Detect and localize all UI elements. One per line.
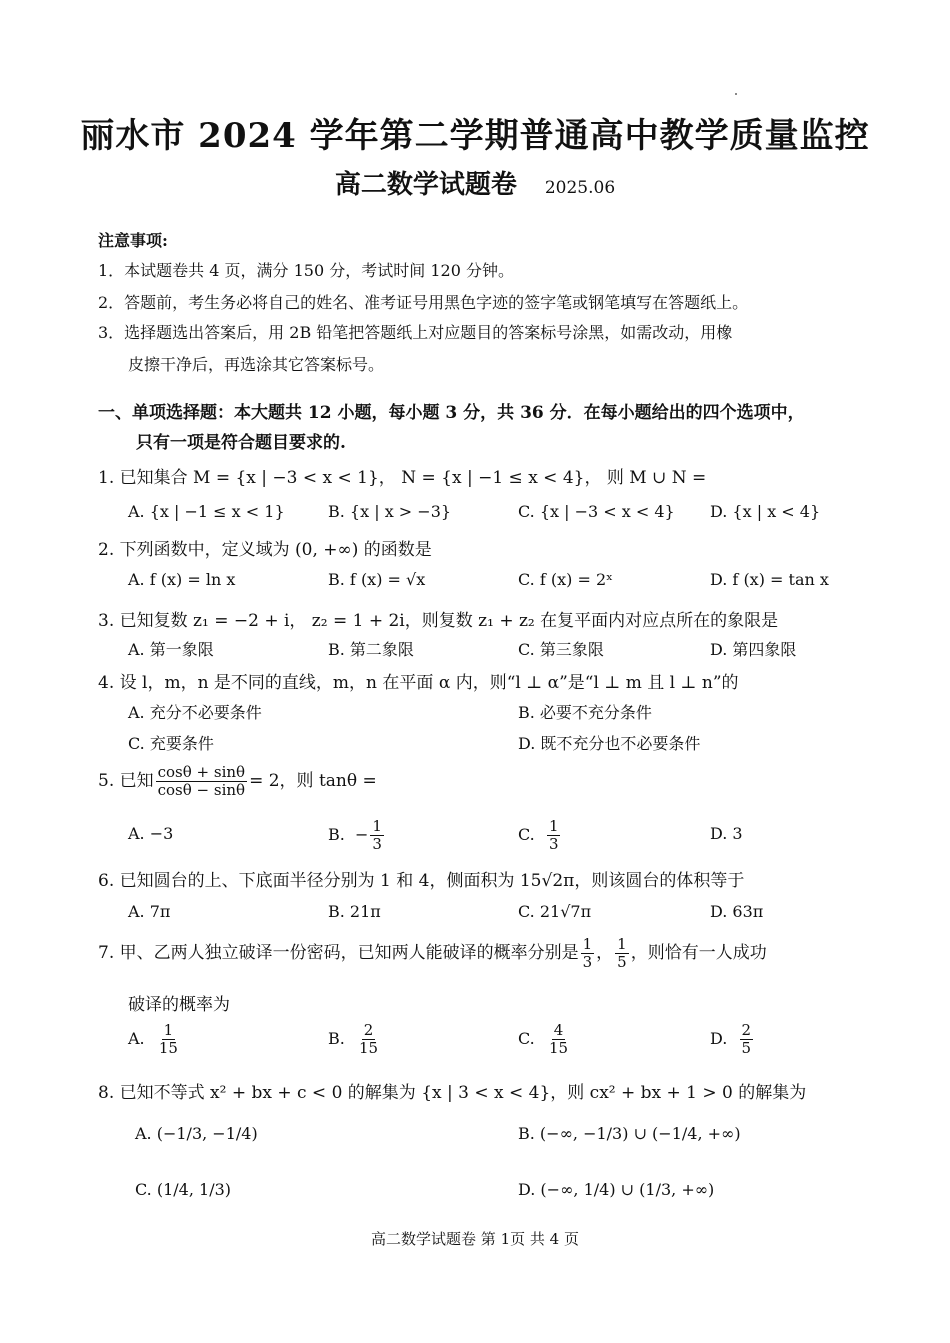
option-d <box>710 1022 755 1057</box>
numerator: 1 <box>582 935 593 953</box>
option-a: A. 第一象限 <box>128 640 214 659</box>
option-b: B. {x | x > −3} <box>328 502 452 521</box>
option-b: B. 必要不充分条件 <box>518 703 652 722</box>
option-b: B. (−∞, −1/3) ∪ (−1/4, +∞) <box>518 1124 741 1143</box>
q7-p2 <box>615 936 629 971</box>
option-c <box>518 818 562 853</box>
question-5 <box>98 764 858 799</box>
denominator: 15 <box>359 1039 379 1057</box>
option-d: D. {x | x < 4} <box>710 502 821 521</box>
numerator: 4 <box>553 1021 564 1039</box>
option-label: D. <box>710 1029 728 1048</box>
numerator: 1 <box>548 817 559 835</box>
note-item: 1．本试题卷共 4 页，满分 150 分，考试时间 120 分钟。 <box>98 261 514 280</box>
numerator: 1 <box>617 935 627 953</box>
option-b: B. 21π <box>328 902 381 921</box>
option-label: A. <box>128 1029 145 1048</box>
option-d: D. (−∞, 1/4) ∪ (1/3, +∞) <box>518 1180 715 1199</box>
option-d: D. 第四象限 <box>710 640 797 659</box>
q5-numerator: cosθ + sinθ <box>157 763 246 781</box>
section-heading: 一、单项选择题：本大题共 12 小题，每小题 3 分，共 36 分．在每小题给出的四个选项中， <box>98 403 805 423</box>
option-c-fraction <box>547 818 561 853</box>
option-fraction <box>357 1022 380 1057</box>
option-label: C. <box>518 1029 535 1048</box>
option-c <box>518 1022 572 1057</box>
numerator: 2 <box>741 1021 752 1039</box>
numerator: 1 <box>372 817 382 835</box>
note-item: 3．选择题选出答案后，用 2B 铅笔把答题纸上对应题目的答案标号涂黑，如需改动，用橡 <box>98 323 733 342</box>
denominator: 3 <box>582 953 593 971</box>
option-a: A. −3 <box>128 824 174 843</box>
question-6: 6. 已知圆台的上、下底面半径分别为 1 和 4，侧面积为 15√2π，则该圆台的体积等于 <box>98 871 745 891</box>
option-d: D. 既不充分也不必要条件 <box>518 734 701 753</box>
exam-title: 丽水市 2024 学年第二学期普通高中教学质量监控 <box>80 116 870 156</box>
option-c: C. f (x) = 2ˣ <box>518 570 613 589</box>
option-b: B. f (x) = √x <box>328 570 426 589</box>
denominator: 3 <box>548 835 559 853</box>
subtitle-text: 高二数学试题卷 <box>334 170 517 200</box>
option-label: B. <box>328 1029 345 1048</box>
option-b <box>328 1022 382 1057</box>
question-2: 2. 下列函数中，定义域为 (0, +∞) 的函数是 <box>98 540 432 560</box>
denominator: 5 <box>741 1039 752 1057</box>
note-item: 2．答题前，考生务必将自己的姓名、准考证号用黑色字迹的签字笔或钢笔填写在答题纸上。 <box>98 293 749 312</box>
denominator: 5 <box>617 953 627 971</box>
option-d: D. 63π <box>710 902 764 921</box>
question-7-line2: 破译的概率为 <box>128 995 230 1015</box>
note-item: 皮擦干净后，再选涂其它答案标号。 <box>128 355 385 374</box>
option-b-sign: − <box>355 825 369 844</box>
denominator: 15 <box>158 1039 178 1057</box>
numerator: 2 <box>363 1021 374 1039</box>
numerator: 1 <box>163 1021 174 1039</box>
q5-prefix: 5. 已知 <box>98 771 154 791</box>
option-a: A. f (x) = ln x <box>128 570 236 589</box>
option-c: C. {x | −3 < x < 4} <box>518 502 675 521</box>
question-3: 3. 已知复数 z₁ = −2 + i， z₂ = 1 + 2i，则复数 z₁ + z₂ 在复平面内对应点所在的象限是 <box>98 611 779 631</box>
option-b-label: B. <box>328 825 345 844</box>
option-fraction <box>740 1022 754 1057</box>
q5-suffix: = 2，则 tanθ = <box>249 771 377 791</box>
option-fraction <box>547 1022 570 1057</box>
question-7: 7. 甲、乙两人独立破译一份密码，已知两人能破译的概率分别是 $\frac{1}{3}$ ， $\frac{1}{5}$ ，则恰有一人成功 <box>98 935 767 971</box>
option-b: B. 第二象限 <box>328 640 414 659</box>
option-c: C. 21√7π <box>518 902 592 921</box>
denominator: 15 <box>548 1039 569 1057</box>
exam-subtitle <box>0 164 950 201</box>
option-d: D. 3 <box>710 824 743 843</box>
page-footer: 高二数学试题卷 第 1页 共 4 页 <box>371 1230 579 1248</box>
option-a: A. 充分不必要条件 <box>128 703 262 722</box>
q5-fraction <box>156 764 247 799</box>
option-a: A. {x | −1 ≤ x < 1} <box>128 502 285 521</box>
q7-prefix: 7. 甲、乙两人独立破译一份密码，已知两人能破译的概率分别是 <box>98 943 579 963</box>
question-4: 4. 设 l，m，n 是不同的直线，m，n 在平面 α 内，则“l ⊥ α”是“l ⊥ m 且 l ⊥ n”的 <box>98 673 739 693</box>
q7-p1 <box>581 936 595 971</box>
option-a <box>128 1022 182 1057</box>
denominator: 3 <box>372 835 382 853</box>
option-d: D. f (x) = tan x <box>710 570 829 589</box>
option-b <box>328 818 386 853</box>
option-c: C. (1/4, 1/3) <box>135 1180 231 1199</box>
notes-heading: 注意事项: <box>98 231 168 250</box>
scan-speck <box>735 93 737 95</box>
q5-denominator: cosθ − sinθ <box>157 781 246 799</box>
section-heading-line2: 只有一项是符合题目要求的. <box>136 433 346 453</box>
exam-date: 2025.06 <box>544 178 616 198</box>
question-1: 1. 已知集合 M = {x | −3 < x < 1}， N = {x | −1 ≤ x < 4}， 则 M ∪ N = <box>98 468 707 488</box>
q7-suffix: ，则恰有一人成功 <box>630 943 767 963</box>
option-a: A. 7π <box>128 902 171 921</box>
option-c: C. 第三象限 <box>518 640 604 659</box>
question-8: 8. 已知不等式 x² + bx + c < 0 的解集为 {x | 3 < x < 4}，则 cx² + bx + 1 > 0 的解集为 <box>98 1083 807 1103</box>
option-c: C. 充要条件 <box>128 734 214 753</box>
option-b-fraction <box>370 818 384 853</box>
option-a: A. (−1/3, −1/4) <box>135 1124 258 1143</box>
option-c-label: C. <box>518 825 535 844</box>
option-fraction <box>157 1022 180 1057</box>
